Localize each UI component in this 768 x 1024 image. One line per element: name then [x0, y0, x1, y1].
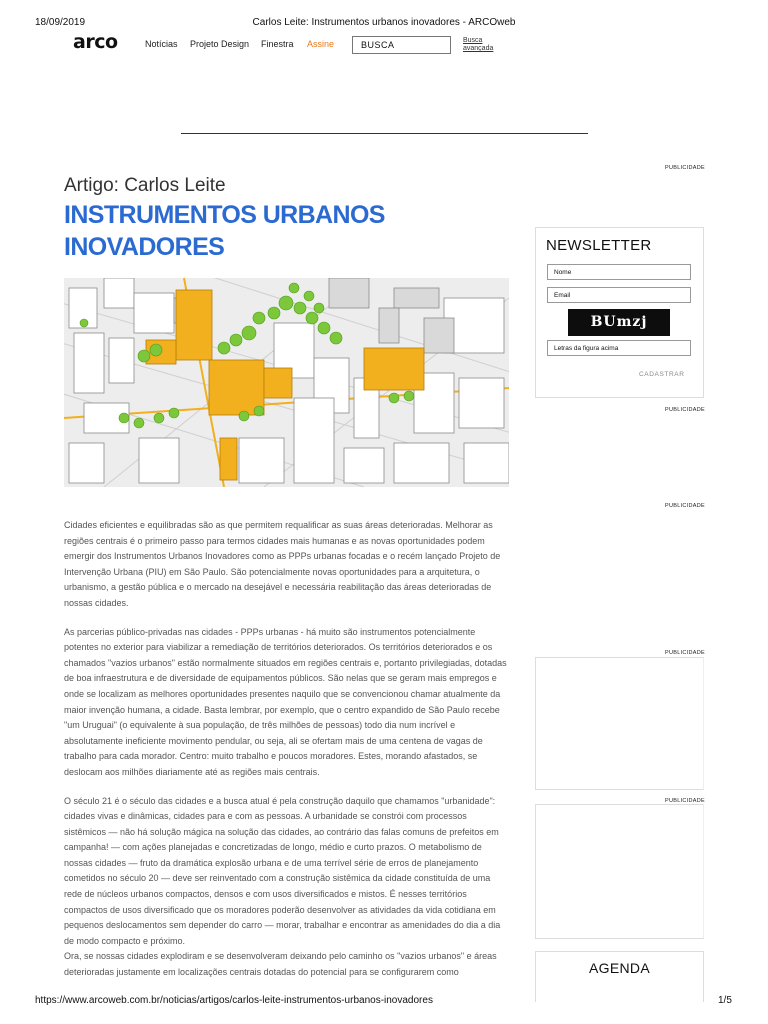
newsletter-name-field[interactable]: Nome	[547, 264, 691, 280]
newsletter-title: NEWSLETTER	[546, 237, 652, 254]
article-paragraph: O século 21 é o século das cidades e a busca atual é pela construção daquilo que chamamos "urbanidade": cidades vivas e dinâmicas, cidades para e com as pessoas. A urbanidade se constrói com processos sistêmicos — não há solução mágica na solução das cidades, ao contrário das falas comuns de prefeitos em campanha! — com ações planejadas e concretizadas de longo, médio e curto prazos. O metabolismo de nossas cidades — fruto da dramática explosão urbana e de uma terrível série de erros de planejamento cometidos no século 20 — deve ser reinventado com a construção sistêmica da cidade constituída de uma rede de núcleos urbanos compactos, densos e com usos diversificados e mistos. É nesses territórios compactos de usos diversificado que os moradores poderão desenvolver as atividades da vida cotidiana em pequenos deslocamentos sem depender do carro — morar, trabalhar e encontrar as amenidades do dia a dia de modo compacto e próximo.	[64, 795, 501, 946]
ad-label: PUBLICIDADE	[665, 798, 705, 804]
newsletter-box	[535, 227, 704, 398]
ad-label: PUBLICIDADE	[665, 407, 705, 413]
header-divider	[181, 133, 588, 134]
ad-label: PUBLICIDADE	[665, 165, 705, 171]
print-page-number: 1/5	[718, 995, 732, 1006]
article-title-line: INOVADORES	[64, 233, 225, 261]
agenda-title: AGENDA	[589, 960, 650, 976]
advanced-search-link[interactable]	[463, 37, 493, 53]
captcha-image: BUmzj	[568, 309, 670, 336]
article-illustration	[64, 278, 509, 487]
isometric-city-image	[64, 278, 509, 487]
advanced-search-line-1: Busca	[463, 37, 483, 44]
nav-noticias[interactable]: Notícias	[145, 39, 178, 49]
advanced-search-line-2: avançada	[463, 45, 494, 52]
ad-slot	[535, 804, 704, 939]
nav-finestra[interactable]: Finestra	[261, 39, 294, 49]
article-title-line: INSTRUMENTOS URBANOS	[64, 201, 385, 229]
captcha-field[interactable]: Letras da figura acima	[547, 340, 691, 356]
search-input[interactable]: BUSCA	[352, 36, 451, 54]
article-body	[64, 518, 509, 981]
article-kicker: Artigo: Carlos Leite	[64, 175, 226, 196]
nav-projeto-design[interactable]: Projeto Design	[190, 39, 250, 49]
cadastrar-button[interactable]: CADASTRAR	[639, 371, 685, 378]
article-paragraph: As parcerias público-privadas nas cidades - PPPs urbanas - há muito são instrumentos potencialmente potentes no exterior para viabilizar a remediação de territórios deteriorados. Os territórios deteriorados e os chamados "vazios urbanos" estão normalmente situados em regiões centrais e, portanto privilegiadas, dotadas de boa infraestrutura e de diversidade de equipamentos públicos. São nelas que se geram mais empregos e onde se localizam as melhores oportunidades presentes naquilo que se convencionou chamar atualmente da maior invenção humana, a cidade. Basta lembrar, por exemplo, que o centro expandido de São Paulo recebe "um Uruguai" (o equivalente à sua população, de três milhões de pessoas) todo dia num incrível e absolutamente ineficiente movimento pendular, ou seja, ali se ofertam mais de uma centena de vagas de trabalho para cada morador. Centro: muito trabalho e poucos moradores. Estes, morando afastados, se deslocam aos milhões diariamente até as regiões mais centrais.	[64, 626, 507, 777]
print-page-title: Carlos Leite: Instrumentos urbanos inovadores - ARCOweb	[252, 17, 516, 28]
arco-logo[interactable]: arco	[73, 31, 118, 53]
print-url: https://www.arcoweb.com.br/noticias/artigos/carlos-leite-instrumentos-urbanos-inovadores	[35, 995, 433, 1006]
ad-label: PUBLICIDADE	[665, 650, 705, 656]
nav-assine[interactable]: Assine	[307, 39, 335, 49]
ad-label: PUBLICIDADE	[665, 503, 705, 509]
article-paragraph: Ora, se nossas cidades explodiram e se desenvolveram deixando pelo caminho os "vazios urbanos" e áreas deterioradas justamente em localizações centrais dotadas do potencial para se configurarem como	[64, 951, 497, 978]
print-date: 18/09/2019	[35, 17, 86, 28]
agenda-box	[535, 951, 704, 1002]
article-title	[64, 199, 385, 263]
ad-slot	[535, 657, 704, 790]
newsletter-email-field[interactable]: Email	[547, 287, 691, 303]
article-paragraph: Cidades eficientes e equilibradas são as que permitem requalificar as suas áreas deterioradas. Melhorar as regiões centrais é o primeiro passo para termos cidades mais humanas e as novas oportunidades podem emergir dos Instrumentos Urbanos Inovadores como as PPPs urbanas focadas e o recém lançado Projeto de Intervenção Urbana (PIU) em São Paulo. São potencialmente novas oportunidades para a arquitetura, o urbanismo, a gestão pública e o mercado na desejável e necessária reabilitação das áreas deterioradas de nossas cidades.	[64, 520, 501, 608]
